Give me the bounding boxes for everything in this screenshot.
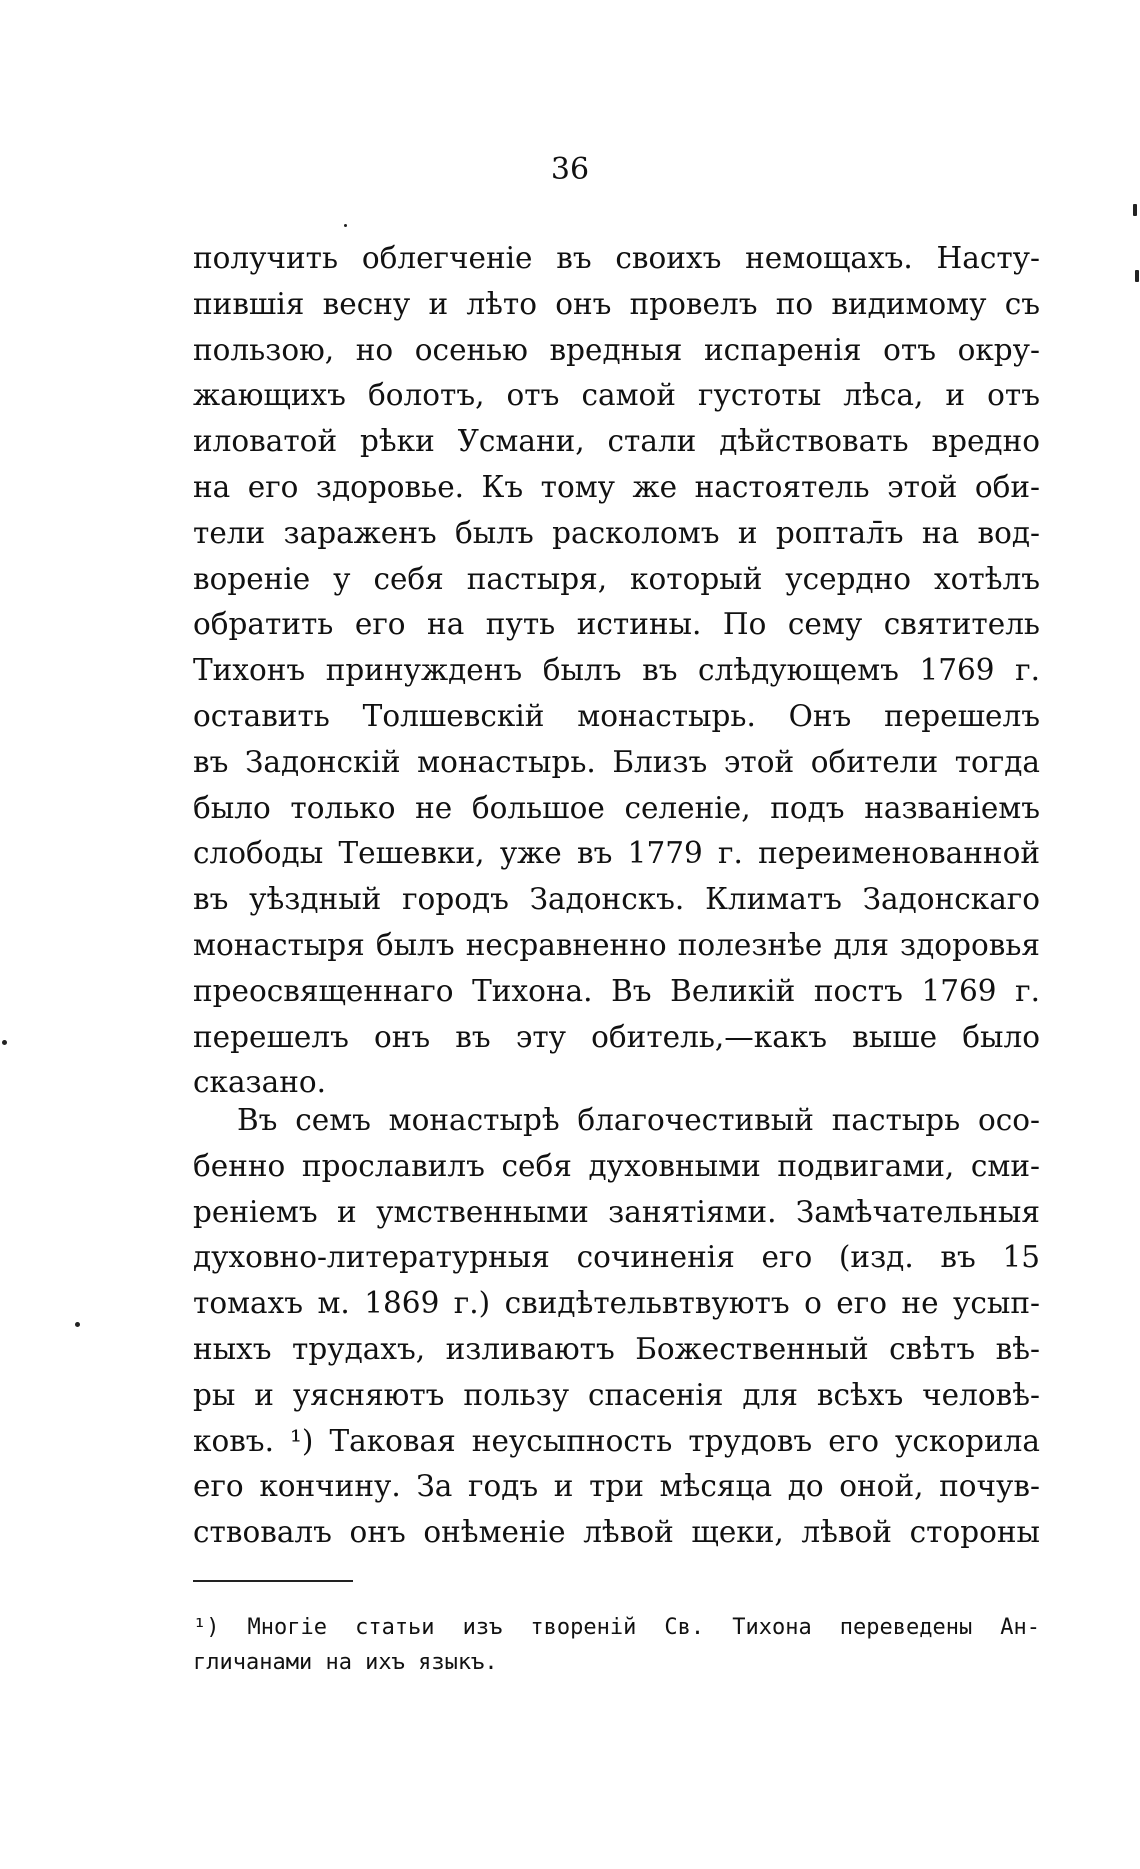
text-line: Въ семъ монастырѣ благочестивый пастырь осо-	[237, 1103, 1040, 1137]
text-line: реніемъ и умственными занятіями. Замѣчательныя	[193, 1194, 1040, 1229]
scan-speck	[1135, 270, 1139, 282]
text-line: пользою, но осенью вредныя испаренія отъ окру-	[193, 332, 1040, 367]
scan-speck	[75, 1322, 80, 1327]
text-line: ковъ. ¹) Таковая неусыпность трудовъ его ускорила	[193, 1423, 1040, 1458]
scan-speck	[2, 1040, 7, 1045]
footnote-divider	[193, 1580, 353, 1582]
text-line: преосвященнаго Тихона. Въ Великій постъ 1769 г.	[193, 973, 1040, 1008]
paragraph-1	[193, 236, 1040, 1106]
text-line: духовно-литературныя сочиненія его (изд. въ 15	[193, 1240, 1040, 1275]
text-line: монастыря былъ несравненно полезнѣе для здоровья	[193, 927, 1040, 962]
text-line: получить облегченіе въ своихъ немощахъ. Насту-	[193, 241, 1040, 275]
footnote-line: ¹) Многіе статьи изъ твореній Св. Тихона переведены Ан-	[193, 1615, 1040, 1640]
paragraph-2	[193, 1098, 1040, 1556]
text-line: ствовалъ онъ онѣменіе лѣвой щеки, лѣвой стороны	[193, 1515, 1040, 1550]
text-line: въ Задонскій монастырь. Близъ этой обители тогда	[193, 744, 1040, 779]
text-line: въ уѣздный городъ Задонскъ. Климатъ Задонскаго	[193, 882, 1040, 917]
text-line: его кончину. За годъ и три мѣсяца до оной, почув-	[193, 1469, 1040, 1504]
text-line: ры и уясняютъ пользу спасенія для всѣхъ человѣ-	[193, 1377, 1040, 1412]
text-line: ныхъ трудахъ, изливаютъ Божественный свѣтъ вѣ-	[193, 1331, 1040, 1366]
footnote-line: гличанами на ихъ языкъ.	[193, 1650, 498, 1675]
text-line: было только не большое селеніе, подъ названіемъ	[193, 790, 1040, 825]
text-line: тели зараженъ былъ расколомъ и роптал̄ъ на вод-	[193, 515, 1040, 550]
text-line: иловатой рѣки Усмани, стали дѣйствовать вредно	[193, 424, 1040, 459]
text-line: бенно прославилъ себя духовными подвигами, сми-	[193, 1148, 1040, 1183]
scan-speck	[1133, 204, 1137, 216]
text-line: на его здоровье. Къ тому же настоятель этой оби-	[193, 469, 1040, 504]
scan-speck	[344, 224, 347, 227]
page-number: 36	[550, 152, 590, 187]
text-line: пившія весну и лѣто онъ провелъ по видимому съ	[193, 286, 1040, 321]
text-line: Тихонъ принужденъ былъ въ слѣдующемъ 1769 г.	[193, 653, 1040, 688]
text-line: перешелъ онъ въ эту обитель,—какъ выше было	[193, 1019, 1040, 1054]
text-line: вореніе у себя пастыря, который усердно хотѣлъ	[193, 561, 1040, 596]
text-line: томахъ м. 1869 г.) свидѣтельвтвуютъ о его не усып-	[193, 1286, 1040, 1321]
text-line: слободы Тешевки, уже въ 1779 г. переименованной	[193, 836, 1040, 871]
text-line: обратить его на путь истины. По сему святитель	[193, 607, 1040, 642]
text-line: сказано.	[193, 1065, 327, 1100]
text-line: жающихъ болотъ, отъ самой густоты лѣса, и отъ	[193, 378, 1040, 413]
text-line: оставить Толшевскій монастырь. Онъ перешелъ	[193, 698, 1040, 733]
footnote	[193, 1610, 1040, 1680]
